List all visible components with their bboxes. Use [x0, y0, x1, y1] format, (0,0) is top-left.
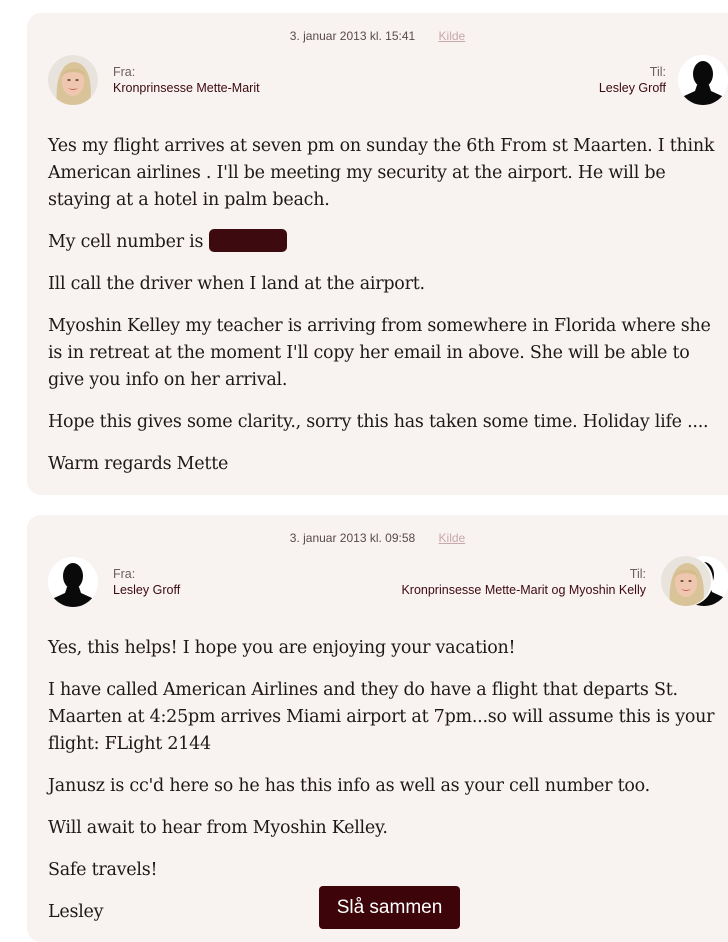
- recipient-info: [599, 64, 666, 96]
- message-paragraph: Ill call the driver when I land at the airport.: [48, 274, 425, 294]
- message-paragraph: Will await to hear from Myoshin Kelley.: [48, 818, 388, 838]
- person-silhouette-icon: [678, 55, 728, 105]
- recipient-avatars: [661, 556, 728, 608]
- sender-name: Kronprinsesse Mette-Marit: [113, 81, 260, 95]
- person-photo-icon: [661, 556, 711, 606]
- source-link[interactable]: Kilde: [438, 531, 466, 545]
- redacted-block: [209, 229, 287, 252]
- message-paragraph: Hope this gives some clarity., sorry this has taken some time. Holiday life ....: [48, 412, 709, 432]
- message-paragraph: Yes my flight arrives at seven pm on sunday the 6th From st Maarten. I think American airlines . I'll be meeting my security at the airport. He will be staying at a hotel in palm beach.: [48, 136, 715, 210]
- message-paragraph: Safe travels!: [48, 860, 158, 880]
- message-paragraph: I have called American Airlines and they do have a flight that departs St. Maarten at 4:25pm arrives Miami airport at 7pm...so will assume this is your flight: FLight 2144: [48, 680, 715, 754]
- message-paragraph: Lesley: [48, 902, 104, 922]
- message-paragraph: Janusz is cc'd here so he has this info as well as your cell number too.: [48, 776, 650, 796]
- sender-avatar: [48, 55, 98, 105]
- message-paragraph: Warm regards Mette: [48, 454, 229, 474]
- message-date: 3. januar 2013 kl. 15:41: [289, 29, 416, 43]
- from-label: Fra:: [113, 65, 136, 79]
- source-link[interactable]: Kilde: [438, 29, 466, 43]
- sender-name: Lesley Groff: [113, 583, 181, 597]
- to-label: Til:: [649, 65, 666, 79]
- message-paragraph: [48, 229, 723, 256]
- person-photo-icon: [48, 55, 98, 105]
- merge-button[interactable]: Slå sammen: [319, 886, 460, 929]
- message-body: [48, 133, 723, 493]
- message-date: 3. januar 2013 kl. 09:58: [289, 531, 416, 545]
- message-paragraph-text: My cell number is: [48, 232, 204, 252]
- sender-info: [113, 566, 180, 598]
- person-silhouette-icon: [48, 557, 98, 607]
- sender-avatar: [48, 557, 98, 607]
- recipient-name: Kronprinsesse Mette-Marit og Myoshin Kelly: [401, 583, 646, 597]
- message-paragraph: Yes, this helps! I hope you are enjoying your vacation!: [48, 638, 516, 658]
- recipient-avatar: [661, 556, 711, 606]
- message-paragraph: Myoshin Kelley my teacher is arriving from somewhere in Florida where she is in retreat at the moment I'll copy her email in above. She will be able to give you info on her arrival.: [48, 316, 711, 390]
- recipient-name: Lesley Groff: [598, 81, 666, 95]
- to-label: Til:: [629, 567, 646, 581]
- sender-info: [113, 64, 260, 96]
- message-card: [27, 515, 728, 942]
- message-meta: [27, 531, 728, 545]
- message-card: [27, 13, 728, 495]
- from-label: Fra:: [113, 567, 136, 581]
- recipient-info: [401, 566, 646, 598]
- recipient-avatar: [678, 55, 728, 105]
- message-meta: [27, 29, 728, 43]
